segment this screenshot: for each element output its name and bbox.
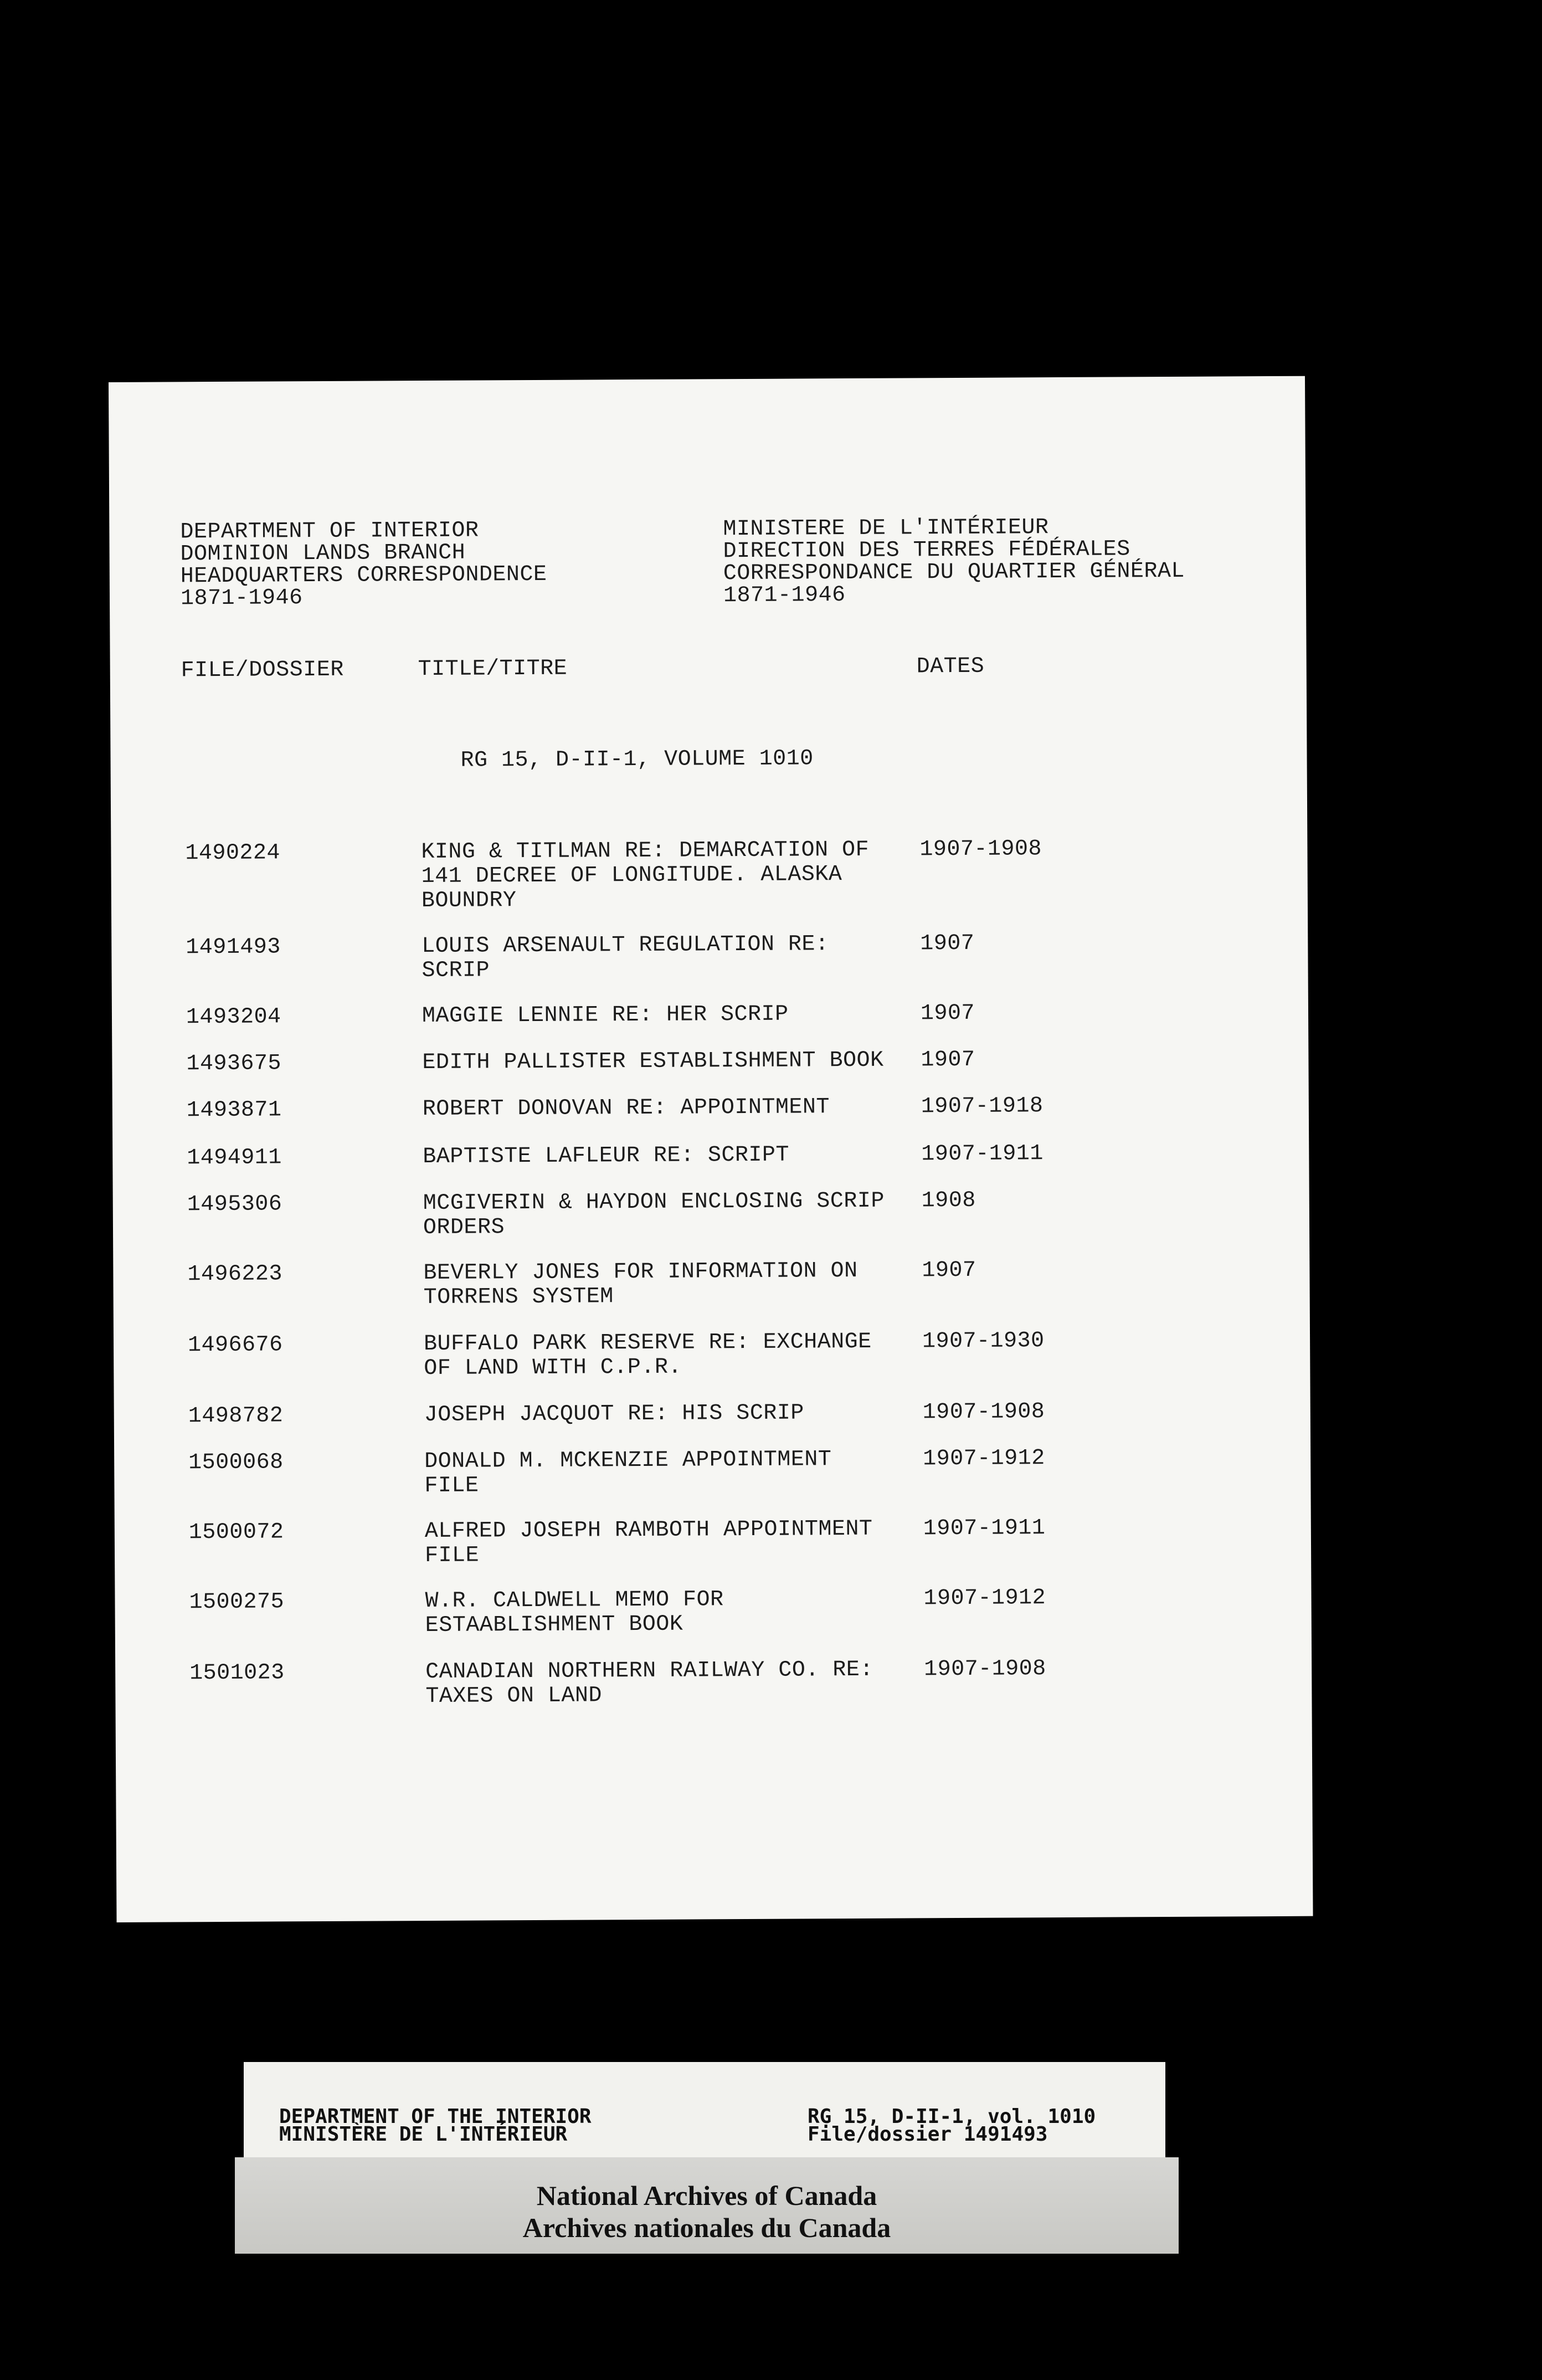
- label-dept-fr: MINISTÈRE DE L'INTÉRIEUR: [279, 2123, 568, 2146]
- file-title-line: ESTAABLISHMENT BOOK: [425, 1612, 683, 1639]
- header-right: [723, 515, 1185, 609]
- file-number: 1493675: [186, 1051, 282, 1077]
- file-title-line: BAPTISTE LAFLEUR RE: SCRIPT: [423, 1142, 790, 1170]
- file-dates: 1907-1908: [924, 1656, 1046, 1683]
- file-title-line: KING & TITLMAN RE: DEMARCATION OF: [421, 837, 870, 865]
- file-number: 1496676: [187, 1332, 283, 1358]
- file-dates: 1907: [922, 1258, 976, 1284]
- file-title: [422, 1002, 921, 1029]
- file-title-line: MCGIVERIN & HAYDON ENCLOSING SCRIP: [423, 1188, 885, 1217]
- table-row: [114, 1445, 1310, 1499]
- file-dates: 1907-1930: [922, 1329, 1045, 1355]
- file-title-line: BOUNDRY: [421, 888, 517, 914]
- file-title: [424, 1330, 922, 1381]
- file-dates: 1907: [920, 1001, 975, 1027]
- file-title-line: ALFRED JOSEPH RAMBOTH APPOINTMENT: [424, 1516, 873, 1545]
- file-number: 1496223: [187, 1261, 283, 1288]
- file-dates: 1907-1912: [923, 1446, 1045, 1472]
- file-number: 1491493: [186, 935, 281, 961]
- header-right-line2: DIRECTION DES TERRES FÉDÉRALES: [723, 537, 1130, 565]
- file-dates: 1907-1918: [921, 1094, 1044, 1120]
- document-page: [109, 376, 1313, 1922]
- archive-label: [244, 2062, 1165, 2160]
- header-right-line1: MINISTERE DE L'INTÉRIEUR: [723, 515, 1049, 542]
- file-dates: 1907-1911: [921, 1141, 1044, 1167]
- label-file: File/dossier 1491493: [808, 2123, 1048, 2146]
- file-title-line: BEVERLY JONES FOR INFORMATION ON: [423, 1258, 858, 1286]
- header-left-line3: HEADQUARTERS CORRESPONDENCE: [180, 562, 547, 589]
- file-number: 1493204: [186, 1004, 281, 1030]
- table-row: [115, 1515, 1311, 1569]
- file-number: 1500072: [188, 1520, 284, 1546]
- file-dates: 1907-1911: [923, 1516, 1046, 1542]
- file-title-line: LOUIS ARSENAULT REGULATION RE:: [422, 932, 829, 960]
- page-marker-arrow: [114, 947, 161, 974]
- table-row: [113, 1257, 1309, 1311]
- file-title-line: TAXES ON LAND: [425, 1683, 603, 1710]
- file-list: [111, 836, 1307, 1710]
- file-title: [423, 1189, 922, 1240]
- header-right-line4: 1871-1946: [723, 583, 846, 609]
- file-title-line: ROBERT DONOVAN RE: APPOINTMENT: [422, 1095, 830, 1122]
- file-title: [424, 1447, 923, 1499]
- file-title: [422, 932, 920, 983]
- file-title: [424, 1401, 923, 1428]
- file-title-line: EDITH PALLISTER ESTABLISHMENT BOOK: [422, 1048, 884, 1076]
- table-row: [114, 1399, 1310, 1429]
- file-title: [425, 1517, 923, 1568]
- file-dates: 1907-1908: [919, 837, 1042, 863]
- archives-line2: Archives nationales du Canada: [522, 2212, 891, 2243]
- file-title: [423, 1142, 921, 1170]
- header-left-line1: DEPARTMENT OF INTERIOR: [180, 518, 479, 545]
- table-row: [115, 1585, 1311, 1639]
- file-number: 1490224: [185, 840, 281, 866]
- file-title-line: BUFFALO PARK RESERVE RE: EXCHANGE: [423, 1329, 872, 1357]
- column-header-title: TITLE/TITRE: [418, 656, 568, 683]
- file-title-line: SCRIP: [422, 958, 490, 984]
- table-row: [115, 1656, 1312, 1710]
- table-row: [112, 1000, 1308, 1030]
- file-title: [422, 1048, 921, 1075]
- label-dept-en: DEPARTMENT OF THE INTERIOR: [279, 2105, 592, 2128]
- file-title: [423, 1259, 922, 1310]
- column-header-file: FILE/DOSSIER: [181, 657, 344, 684]
- file-dates: 1907-1908: [922, 1399, 1045, 1425]
- file-title: [425, 1658, 924, 1709]
- volume-heading: RG 15, D-II-1, VOLUME 1010: [460, 746, 814, 773]
- file-title-line: FILE: [424, 1473, 479, 1499]
- file-title-line: JOSEPH JACQUOT RE: HIS SCRIP: [424, 1401, 804, 1428]
- label-volume: RG 15, D-II-1, vol. 1010: [808, 2105, 1096, 2128]
- file-number: 1500068: [188, 1450, 284, 1476]
- header-left: [180, 518, 547, 612]
- file-number: 1498782: [188, 1403, 284, 1429]
- header-left-line2: DOMINION LANDS BRANCH: [180, 540, 466, 567]
- table-row: [111, 836, 1307, 914]
- column-header-dates: DATES: [916, 654, 985, 680]
- file-title-line: FILE: [424, 1543, 480, 1569]
- file-title: [423, 1095, 921, 1122]
- table-row: [112, 1093, 1309, 1124]
- archives-banner: [235, 2157, 1179, 2254]
- table-row: [114, 1328, 1310, 1382]
- file-title-line: DONALD M. MCKENZIE APPOINTMENT: [424, 1447, 832, 1475]
- table-row: [112, 1047, 1308, 1077]
- header-left-line4: 1871-1946: [180, 586, 303, 612]
- file-number: 1495306: [187, 1192, 282, 1218]
- file-title: [421, 838, 920, 914]
- file-title: [425, 1587, 923, 1638]
- file-number: 1493871: [186, 1097, 282, 1124]
- header-right-line3: CORRESPONDANCE DU QUARTIER GÉNÉRAL: [723, 558, 1185, 587]
- file-dates: 1907-1912: [923, 1586, 1046, 1612]
- table-row: [111, 930, 1308, 984]
- file-title-line: 141 DECREE OF LONGITUDE. ALASKA: [421, 862, 842, 890]
- file-title-line: CANADIAN NORTHERN RAILWAY CO. RE:: [425, 1657, 873, 1685]
- archives-line1: National Archives of Canada: [536, 2180, 877, 2211]
- file-dates: 1907: [921, 1047, 975, 1073]
- file-number: 1494911: [187, 1145, 282, 1171]
- file-number: 1501023: [189, 1660, 285, 1686]
- file-title-line: OF LAND WITH C.P.R.: [424, 1355, 682, 1382]
- file-dates: 1908: [921, 1188, 976, 1214]
- file-title-line: W.R. CALDWELL MEMO FOR: [425, 1587, 724, 1614]
- file-dates: 1907: [920, 931, 975, 957]
- table-row: [112, 1141, 1309, 1171]
- file-title-line: ORDERS: [423, 1215, 505, 1241]
- file-title-line: TORRENS SYSTEM: [423, 1284, 614, 1311]
- table-row: [113, 1187, 1309, 1241]
- file-title-line: MAGGIE LENNIE RE: HER SCRIP: [422, 1002, 789, 1029]
- file-number: 1500275: [189, 1589, 285, 1615]
